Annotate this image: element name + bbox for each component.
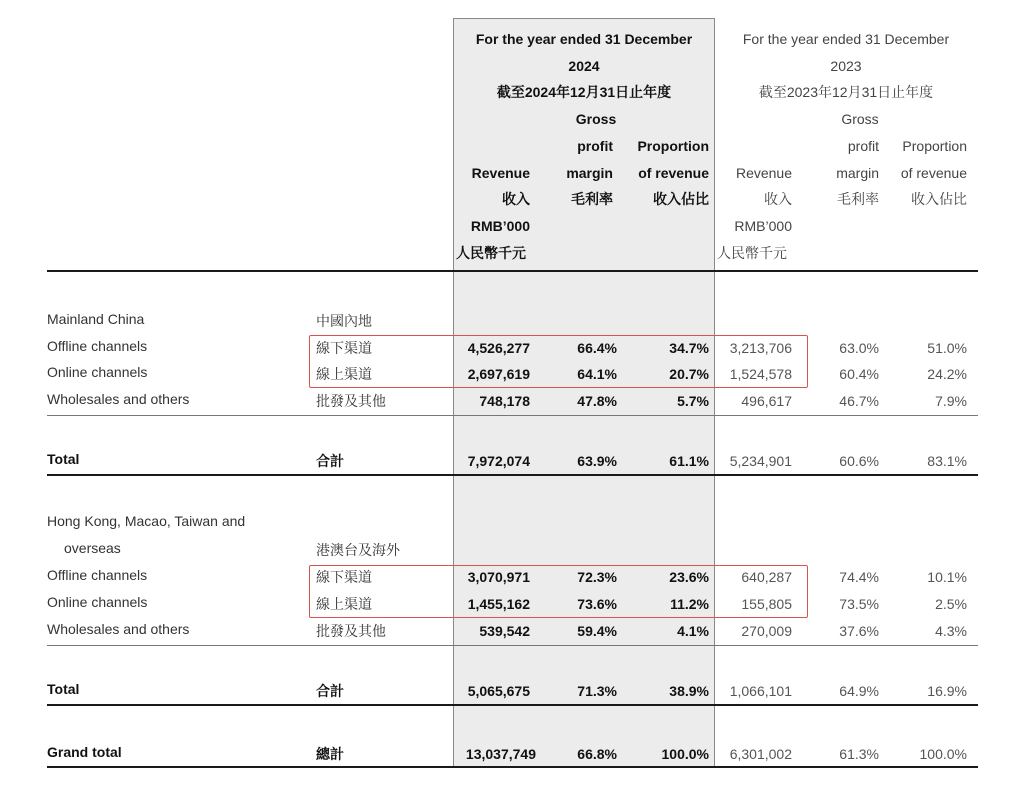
prior-gross-label-1: Gross (841, 111, 879, 127)
prior-period-en-line1: For the year ended 31 December (742, 31, 950, 47)
mainland-row-1-zh: 線上渠道 (316, 366, 372, 382)
mainland-total-zh: 合計 (316, 453, 344, 469)
current-gross-label-2: profit (577, 138, 613, 154)
prior-gross-zh: 毛利率 (837, 191, 879, 207)
overseas-row-0-gm24: 72.3% (577, 569, 617, 585)
mainland-row-1-gm24: 64.1% (577, 366, 617, 382)
overseas-total-en: Total (47, 681, 80, 697)
mainland-total-gm24: 63.9% (577, 453, 617, 469)
overseas-row-1-zh: 線上渠道 (316, 596, 372, 612)
mainland-total-rule (47, 474, 978, 476)
overseas-total-zh: 合計 (316, 683, 344, 699)
overseas-channels-highlight-box (309, 565, 808, 618)
mainland-row-1-en: Online channels (47, 364, 148, 380)
overseas-row-0-zh: 線下渠道 (316, 569, 372, 585)
prior-revenue-en: Revenue (735, 165, 792, 181)
grand-total-pr23: 100.0% (919, 746, 967, 762)
overseas-total-rev23: 1,066,101 (729, 683, 792, 699)
current-gross-label-1: Gross (575, 111, 617, 127)
mainland-row-2-rev23: 496,617 (741, 393, 792, 409)
grand-total-en: Grand total (47, 744, 122, 760)
overseas-row-2-rev23: 270,009 (741, 623, 792, 639)
current-period-en-line1: For the year ended 31 December (475, 31, 693, 47)
overseas-row-0-rev24: 3,070,971 (467, 569, 530, 585)
mainland-row-2-rev24: 748,178 (479, 393, 530, 409)
grand-total-rule (47, 766, 978, 768)
grand-total-gm24: 66.8% (577, 746, 617, 762)
overseas-row-0-rev23: 640,287 (741, 569, 792, 585)
prior-unit-en: RMB’000 (734, 218, 792, 234)
mainland-row-0-zh: 線下渠道 (316, 340, 372, 356)
current-period-zh: 截至2024年12月31日止年度 (496, 84, 672, 100)
prior-gross-label-2: profit (847, 138, 879, 154)
mainland-row-1-gm23: 60.4% (839, 366, 879, 382)
prior-period-en-line2: 2023 (830, 58, 862, 74)
prior-prop-label-1: Proportion (902, 138, 967, 154)
overseas-row-0-pr24: 23.6% (669, 569, 709, 585)
mainland-row-0-rev24: 4,526,277 (467, 340, 530, 356)
mainland-subtotal-rule (47, 415, 978, 416)
overseas-total-rule (47, 704, 978, 706)
grand-total-rev23: 6,301,002 (729, 746, 792, 762)
overseas-row-2-rev24: 539,542 (479, 623, 530, 639)
overseas-total-rev24: 5,065,675 (467, 683, 530, 699)
overseas-row-2-gm24: 59.4% (577, 623, 617, 639)
mainland-total-rev23: 5,234,901 (729, 453, 792, 469)
current-revenue-en: Revenue (471, 165, 530, 181)
mainland-row-0-pr24: 34.7% (669, 340, 709, 356)
prior-revenue-zh: 收入 (764, 191, 792, 207)
mainland-row-0-gm24: 66.4% (577, 340, 617, 356)
mainland-row-2-gm24: 47.8% (577, 393, 617, 409)
mainland-row-0-pr23: 51.0% (927, 340, 967, 356)
overseas-total-gm23: 64.9% (839, 683, 879, 699)
overseas-row-2-zh: 批發及其他 (316, 623, 386, 639)
overseas-total-gm24: 71.3% (577, 683, 617, 699)
mainland-total-en: Total (47, 451, 80, 467)
overseas-title-en-line2: overseas (64, 540, 121, 556)
current-prop-label-1: Proportion (637, 138, 709, 154)
overseas-title-zh: 港澳台及海外 (316, 542, 400, 558)
mainland-total-gm23: 60.6% (839, 453, 879, 469)
mainland-title-zh: 中國內地 (316, 313, 372, 329)
overseas-row-1-gm23: 73.5% (839, 596, 879, 612)
grand-total-pr24: 100.0% (661, 746, 709, 762)
mainland-row-2-gm23: 46.7% (839, 393, 879, 409)
current-unit-zh: 人民幣千元 (456, 245, 526, 261)
current-prop-label-2: of revenue (638, 165, 709, 181)
prior-period-zh: 截至2023年12月31日止年度 (758, 84, 934, 100)
prior-unit-zh: 人民幣千元 (717, 245, 787, 261)
overseas-row-2-en: Wholesales and others (47, 621, 190, 637)
mainland-row-0-en: Offline channels (47, 338, 148, 354)
grand-total-gm23: 61.3% (839, 746, 879, 762)
prior-gross-label-3: margin (836, 165, 879, 181)
overseas-row-2-pr24: 4.1% (677, 623, 709, 639)
current-gross-zh: 毛利率 (571, 191, 613, 207)
overseas-row-2-gm23: 37.6% (839, 623, 879, 639)
current-revenue-zh: 收入 (502, 191, 530, 207)
prior-prop-zh: 收入佔比 (911, 191, 967, 207)
overseas-subtotal-rule (47, 645, 978, 646)
header-rule (47, 270, 978, 272)
mainland-row-0-rev23: 3,213,706 (729, 340, 792, 356)
mainland-channels-highlight-box (309, 335, 808, 388)
overseas-row-0-pr23: 10.1% (927, 569, 967, 585)
overseas-row-2-pr23: 4.3% (935, 623, 967, 639)
mainland-row-0-gm23: 63.0% (839, 340, 879, 356)
overseas-title-en-line1: Hong Kong, Macao, Taiwan and (47, 513, 246, 529)
current-period-en-line2: 2024 (568, 58, 600, 74)
prior-prop-label-2: of revenue (900, 165, 967, 181)
overseas-row-1-pr24: 11.2% (670, 596, 709, 612)
overseas-row-1-pr23: 2.5% (935, 596, 967, 612)
mainland-total-pr24: 61.1% (669, 453, 709, 469)
mainland-row-1-pr23: 24.2% (927, 366, 967, 382)
mainland-row-1-pr24: 20.7% (669, 366, 709, 382)
grand-total-zh: 總計 (316, 746, 344, 762)
overseas-row-1-gm24: 73.6% (577, 596, 617, 612)
mainland-title-en: Mainland China (47, 311, 145, 327)
mainland-row-1-rev23: 1,524,578 (729, 366, 792, 382)
current-prop-zh: 收入佔比 (653, 191, 709, 207)
current-gross-label-3: margin (566, 165, 613, 181)
overseas-row-1-rev23: 155,805 (741, 596, 792, 612)
mainland-total-pr23: 83.1% (927, 453, 967, 469)
overseas-row-1-en: Online channels (47, 594, 148, 610)
overseas-row-0-en: Offline channels (47, 567, 148, 583)
grand-total-rev24: 13,037,749 (465, 746, 536, 762)
overseas-row-1-rev24: 1,455,162 (467, 596, 530, 612)
current-unit-en: RMB’000 (470, 218, 530, 234)
mainland-row-2-en: Wholesales and others (47, 391, 190, 407)
overseas-total-pr24: 38.9% (669, 683, 709, 699)
mainland-row-1-rev24: 2,697,619 (467, 366, 530, 382)
mainland-row-2-pr24: 5.7% (677, 393, 709, 409)
overseas-row-0-gm23: 74.4% (839, 569, 879, 585)
mainland-total-rev24: 7,972,074 (467, 453, 530, 469)
overseas-total-pr23: 16.9% (927, 683, 967, 699)
mainland-row-2-pr23: 7.9% (935, 393, 967, 409)
mainland-row-2-zh: 批發及其他 (316, 393, 386, 409)
